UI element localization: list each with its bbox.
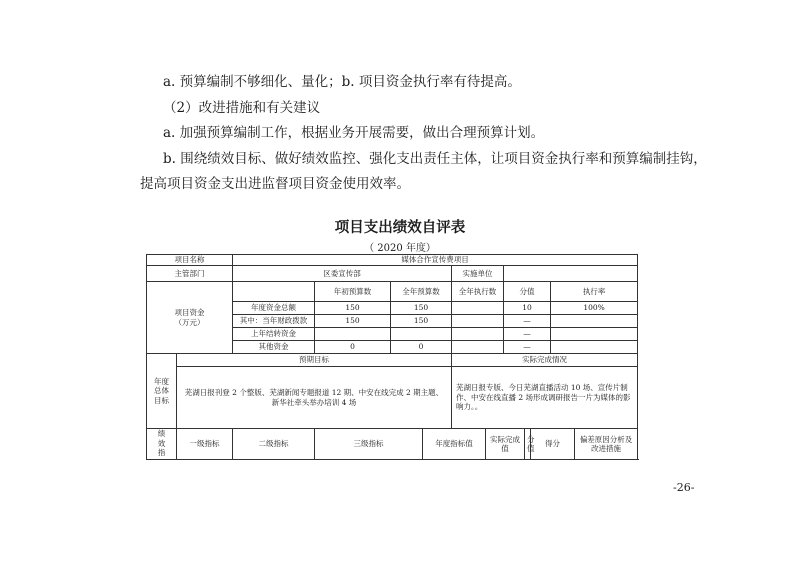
fund-cell: 10 (504, 302, 551, 315)
perf-label-line: 指 (157, 448, 166, 457)
fund-cell: — (504, 328, 551, 341)
goal-actual-header: 实际完成情况 (452, 354, 638, 367)
fund-header: 执行率 (551, 282, 638, 302)
table-row (147, 282, 638, 302)
paragraph-suggestion-b-line2: 提高项目资金支出进监督项目资金使用效率。 (140, 176, 410, 192)
dept-value: 区委宣传部 (233, 266, 452, 282)
fund-cell (452, 302, 504, 315)
fund-cell: 150 (315, 302, 391, 315)
table-title: 项目支出绩效自评表 (334, 220, 466, 236)
perf-header: 得分 (531, 429, 575, 460)
impl-value (504, 266, 638, 282)
paragraph-suggestion-b-line1: b. 围绕绩效目标、做好绩效监控、强化支出责任主体，让项目资金执行率和预算编制挂钩， (163, 151, 707, 167)
fund-cell: 150 (315, 315, 391, 328)
project-name-label: 项目名称 (147, 255, 233, 266)
fund-row-label: 上年结转资金 (233, 328, 315, 341)
perf-header: 分值 (525, 429, 531, 460)
goal-expected-header: 预期目标 (177, 354, 452, 367)
table-year: （ 2020 年度） (364, 243, 436, 254)
fund-cell (452, 315, 504, 328)
goal-label-line: 目标 (154, 395, 169, 405)
fund-cell: — (504, 341, 551, 354)
paragraph-deficiencies: a. 预算编制不够细化、量化；b. 项目资金执行率有待提高。 (163, 74, 521, 90)
fund-cell: 0 (315, 341, 391, 354)
project-name-value: 媒体合作宣传费项目 (233, 255, 638, 266)
fund-header: 全年预算数 (391, 282, 452, 302)
fund-label-text: 项目资金 (174, 308, 205, 317)
perf-header: 一级指标 (177, 429, 233, 460)
fund-label (147, 282, 233, 354)
fund-cell: — (504, 315, 551, 328)
fund-header: 分值 (504, 282, 551, 302)
page-number: -26- (673, 481, 695, 494)
fund-row-label: 其中：当年财政拨款 (233, 315, 315, 328)
goal-label (147, 354, 177, 429)
dept-label: 主管部门 (147, 266, 233, 282)
perf-header: 实际完成值 (486, 429, 525, 460)
performance-evaluation-table (146, 254, 638, 460)
perf-header: 三级指标 (315, 429, 423, 460)
perf-label (147, 429, 177, 460)
paragraph-section-heading: （2）改进措施和有关建议 (163, 100, 321, 116)
fund-unit-text: （万元） (174, 317, 205, 327)
fund-cell (551, 341, 638, 354)
paragraph-suggestion-a: a. 加强预算编制工作，根据业务开展需要，做出合理预算计划。 (163, 125, 545, 141)
perf-header: 偏差原因分析及改进措施 (575, 429, 638, 460)
fund-cell: 150 (391, 302, 452, 315)
fund-cell (391, 328, 452, 341)
fund-row-label: 年度资金总额 (233, 302, 315, 315)
fund-cell (315, 328, 391, 341)
fund-cell (551, 328, 638, 341)
table-row (147, 429, 638, 460)
fund-cell: 150 (391, 315, 452, 328)
table-row (147, 367, 638, 429)
table-row (147, 255, 638, 266)
fund-header-blank (233, 282, 315, 302)
goal-label-line: 年度 (154, 376, 169, 386)
fund-cell: 0 (391, 341, 452, 354)
goal-expected-text: 芜湖日报刊登 2 个整版、芜湖新闻专题报道 12 期、中安在线完成 2 期主题、新华社牵头举办培训 4 场 (177, 367, 452, 429)
fund-cell: 100% (551, 302, 638, 315)
table-row (147, 354, 638, 367)
fund-cell (452, 328, 504, 341)
perf-header: 年度指标值 (423, 429, 486, 460)
fund-row-label: 其他资金 (233, 341, 315, 354)
impl-label: 实施单位 (452, 266, 504, 282)
fund-header: 全年执行数 (452, 282, 504, 302)
perf-label-line: 效 (157, 438, 166, 448)
goal-actual-text: 芜湖日报专版、今日芜湖直播活动 10 场、宣传片制作、中安在线直播 2 场形成调研报告一片为媒体的影响力。。 (452, 367, 638, 429)
fund-header: 年初预算数 (315, 282, 391, 302)
goal-label-line: 总体 (154, 386, 169, 396)
table-row (147, 266, 638, 282)
perf-header: 二级指标 (233, 429, 315, 460)
fund-cell (452, 341, 504, 354)
perf-label-line: 绩 (157, 429, 166, 438)
fund-cell (551, 315, 638, 328)
